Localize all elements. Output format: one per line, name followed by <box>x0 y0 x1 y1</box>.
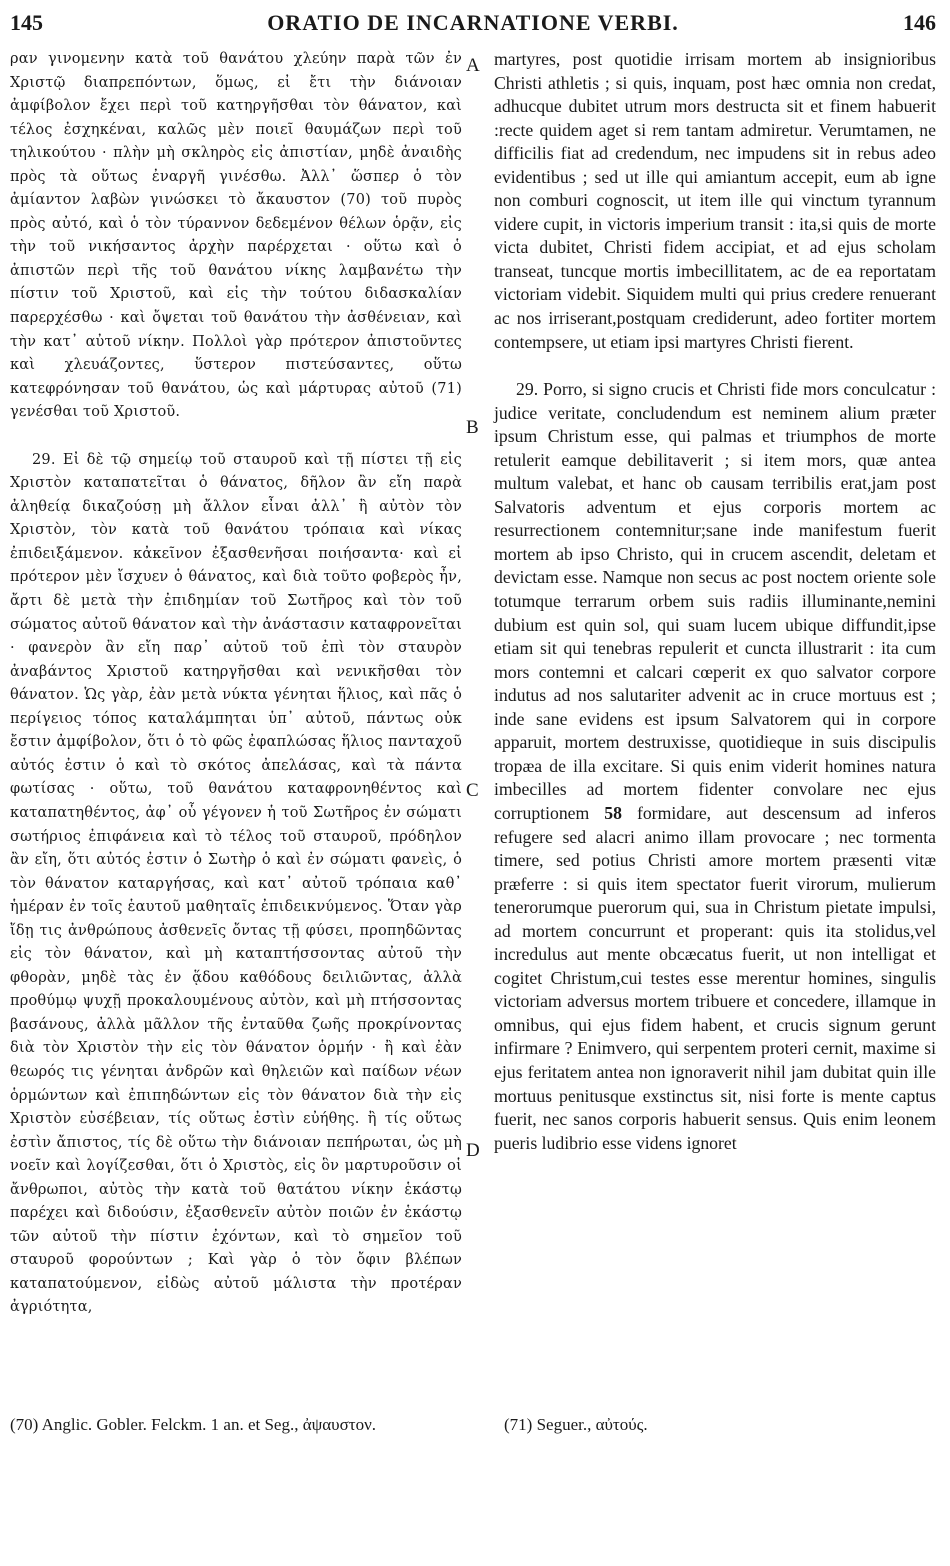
margin-letter-b: B <box>466 417 479 438</box>
latin-paragraph-2a: 29. Porro, si signo crucis et Christi fide mors conculcatur : judice veritate, concludendum est neminem alium præter ipsum Christum esse, qui palmas et triumphos de morte retulerit eamque debilitaverit ; si item mors, quæ antea multum valebat, et hanc ob causam terribilis erat,jam post Salvatoris adventum et ejus corporis mortem ac resurrectionem contemnitur;sane inde manifestum fuerit mortem ab ipso Christo, qui in crucem ascendit, deletam et devictam esse. Namque non secus ac post noctem oriente sole totumque terrarum orbem suis radiis illuminante,nemini dubium est quin sol, qui suam lucem ubique diffundit,ipse etiam sit qui tenebras repulerit et cuncta illustrarit : ita cum mors contemni et calcari cœperit ex quo salvator corpore indutus ad nos salutariter advenit ac in cruce mortuus est ; inde sane evidens est ipsum Salvatorem qui in corpore apparuit, mortem destruxisse, quotidieque in suis discipulis tropæa de illa excitare. Si quis enim viderit homines natura imbecilles ad mortem fidenter convolare nec ejus corruptionem <box>494 379 936 823</box>
marginal-number: 58 <box>604 802 622 823</box>
margin-letter-c: C <box>466 780 479 801</box>
page-number-right: 146 <box>903 10 936 35</box>
greek-paragraph-1: ραν γινομενην κατὰ τοῦ θανάτου χλεύην παρὰ τῶν ἐν Χριστῷ διαπρεπόντων, ὅμως, εἰ ἔτι τὴν διάνοιαν ἀμφίβολον ἔχει περὶ τοῦ κατηργῆσθαι τὸν θάνατον, καὶ τέλος ἐσχηκέναι, καλῶς μὲν ποιεῖ θαυμάζων περὶ τοῦ τηλικούτου · πλὴν μὴ σκληρὸς εἰς ἀπιστίαν, μηδὲ ἀναιδὴς πρὸς τὰ οὕτως ἐναργῆ γινέσθω. Ἀλλ᾽ ὥσπερ ὁ τὸν ἀμίαντον λαβὼν γινώσκει τὸ ἄκαυστον (70) τοῦ πυρὸς πρὸς αὐτό, καὶ ὁ τὸν τύραννον δεδεμένον θέλων ὁρᾷν, εἰς τὴν τοῦ νικήσαντος ἀρχὴν παρέρχεται · οὕτω καὶ ὁ ἀπιστῶν περὶ τῆς τοῦ θανάτου νίκης λαμβανέτω τὴν πίστιν τοῦ Χριστοῦ, καὶ εἰς τὴν τούτου διδασκαλίαν παρερχέσθω · καὶ ὄψεται τοῦ θανάτου τὴν ἀσθένειαν, καὶ τὴν κατ᾽ αὐτοῦ νίκην. Πολλοὶ γὰρ πρότερον ἀπιστοῦντες καὶ χλευάζοντες, ὕστερον πιστεύσαντες, οὕτω κατεφρόνησαν τοῦ θανάτου, ὡς καὶ μάρτυρας αὐτοῦ (71) γενέσθαι τοῦ Χριστοῦ. <box>10 51 462 421</box>
footnote-70: (70) Anglic. Gobler. Felckm. 1 an. et Seg., ἀψαυστον. <box>10 1415 377 1434</box>
footnote-71: (71) Seguer., αὐτούς. <box>504 1415 648 1434</box>
latin-paragraph-2 <box>494 378 936 1155</box>
latin-column <box>494 48 936 1155</box>
margin-letter-a: A <box>466 55 480 76</box>
page-header <box>10 10 936 44</box>
greek-paragraph-2: 29. Εἰ δὲ τῷ σημείῳ τοῦ σταυροῦ καὶ τῇ πίστει τῇ εἰς Χριστὸν καταπατεῖται ὁ θάνατος, δῆλον ἂν εἴη παρὰ ἀληθείᾳ δικαζούσῃ μὴ ἄλλον εἶναι ἀλλ᾽ ἢ αὐτὸν τὸν Χριστὸν, τὸν κατὰ τοῦ θανάτου τρόπαια καὶ νίκας ἐπιδειξάμενον. κἀκεῖνον ἐξασθενῆσαι ποιήσαντα· καὶ εἰ πρότερον μὲν ἴσχυεν ὁ θάνατος, καὶ διὰ τοῦτο φοβερὸς ἦν, ἄρτι δὲ μετὰ τὴν ἐπιδημίαν τοῦ Σωτῆρος καὶ τὸν τοῦ σώματος αὐτοῦ θάνατον καὶ τὴν ἀνάστασιν καταφρονεῖται · φανερὸν ἂν εἴη παρ᾽ αὐτοῦ τοῦ ἐπὶ τὸν σταυρὸν ἀναβάντος Χριστοῦ κατηργῆσθαι καὶ νενικῆσθαι τὸν θάνατον. Ὡς γὰρ, ἐὰν μετὰ νύκτα γένηται ἥλιος, καὶ πᾶς ὁ περίγειος τόπος καταλάμπηται ὑπ᾽ αὐτοῦ, πάντως οὐκ ἔστιν ἀμφίβολον, ὅτι ὁ τὸ φῶς ἐφαπλώσας ἥλιος πανταχοῦ αὐτός ἐστιν ὁ καὶ τὸ σκότος ἀπελάσας, καὶ τὰ πάντα φωτίσας · οὕτω, τοῦ θανάτου καταφρονηθέντος καὶ καταπατηθέντος, ἀφ᾽ οὗ γέγονεν ἡ τοῦ Σωτῆρος ἐν σώματι σωτήριος ἐπιφάνεια καὶ τὸ τέλος τοῦ σταυροῦ, πρόδηλον ἂν εἴη, ὅτι αὐτός ἐστιν ὁ Σωτὴρ ὁ καὶ ἐν σώματι φανεὶς, ὁ τὸν θάνατον καταργήσας, καὶ κατ᾽ αὐτοῦ τρόπαια καθ᾽ ἡμέραν ἐν τοῖς ἑαυτοῦ μαθηταῖς ἐπιδεικνύμενος. Ὅταν γὰρ ἴδῃ τις ἀνθρώπους ἀσθενεῖς ὄντας τῇ φύσει, προπηδῶντας εἰς τὸν θάνατον, καὶ μὴ καταπτήσσοντας αὐτοῦ τὴν φθορὰν, μηδὲ τὰς ἐν ᾅδου καθόδους δειλιῶντας, ἀλλὰ προθύμῳ ψυχῇ προκαλουμένους αὐτὸν, καὶ μὴ πτήσσοντας βασάνους, ἀλλὰ μᾶλλον τῆς ἐνταῦθα ζωῆς προκρίνοντας διὰ τὸν Χριστὸν τὴν εἰς τὸν θάνατον ὁρμήν · ἢ καὶ ἐὰν θεωρός τις γένηται ἀνδρῶν καὶ θηλειῶν καὶ παίδων νέων ὁρμώντων καὶ ἐπιπηδώντων εἰς τὸν θάνατον διὰ τὴν εἰς Χριστὸν εὐσέβειαν, τίς οὕτως ἐστὶν εὐήθης. ἢ τίς οὕτως ἐστὶν ἄπιστος, τίς δὲ οὕτω τὴν διάνοιαν πεπήρωται, ὡς μὴ νοεῖν καὶ λογίζεσθαι, ὅτι ὁ Χριστὸς, εἰς ὃν μαρτυροῦσιν οἱ ἄνθρωποι, αὐτὸς τὴν κατὰ τοῦ θατάτου νίκην ἑκάστῳ παρέχει καὶ διδούσιν, ἐξασθενεῖν αὐτὸν ποιῶν ἐν ἑκάστῳ τῶν αὐτοῦ τὴν πίστιν ἐχόντων, καὶ τὸ σημεῖον τοῦ σταυροῦ φορούντων ; Καὶ γὰρ ὁ τὸν ὄφιν βλέπων καταπατούμενον, εἰδὼς αὐτοῦ μάλιστα τὴν προτέραν ἀγριότητα, <box>10 451 462 1316</box>
latin-paragraph-1: martyres, post quotidie irrisam mortem ab insignioribus Christi athletis ; si quis, inquam, post hæc omnia non credat, adhucque dubitet utrum mors destructa sit et finem habuerit :recte quidem aget si rem tantam admiretur. Verumtamen, ne difficilis fiat ad credendum, nec impudens sit in rebus adeo evidentibus ; sed ut ille qui amiantum accepit, eum ab igne non comburi cognoscit, ut item ille qui vinctum tyrannum videre cupit, in victoris imperium transit : ita,si quis de morte victa dubitet, Christi fidem accipiat, et ad ejus scholam transeat, tuncque mortis imbecillitatem, ac de ea reportatam victoriam videbit. Siquidem multi qui prius credere renuerant ac nos irriserant,postquam crediderunt, adeo fortiter mortem contempsere, ut etiam ipsi martyres Christi fierent. <box>494 49 936 352</box>
margin-letter-d: D <box>466 1140 480 1161</box>
running-title: ORATIO DE INCARNATIONE VERBI. <box>267 10 679 35</box>
latin-paragraph-2b: formidare, aut descensum ad inferos refugere sed alacri animo illam provocare ; nec tormenta timere, sed potius Christi amore mortem præsenti vitæ præferre : si quis item spectator fuerit virorum, mulierum tenerorumque puerorum qui, sua in Christum pietate impulsi, ad mortem concurrunt et properant: quis ita stolidus,vel incredulus aut mente obcæcatus fuerit, ut non intelligat et cogitet Christum,cui testes esse merentur homines, singulis victoriam adversus mortem tribuere et concedere, illamque in omnibus, qui ejus fidem habent, et crucis signum gerunt infirmare ? Enimvero, qui serpentem proteri cernit, maxime si ejus feritatem antea non ignoraverit nihil jam dubitat quin ille mortuus penitusque exstinctus sit, nisi forte is mente captus fuerit, nec sanos corporis habuerit sensus. Quis enim leonem pueris ludibrio esse videns ignoret <box>494 802 937 1153</box>
page-number-left: 145 <box>10 10 43 35</box>
greek-column <box>10 48 462 1320</box>
